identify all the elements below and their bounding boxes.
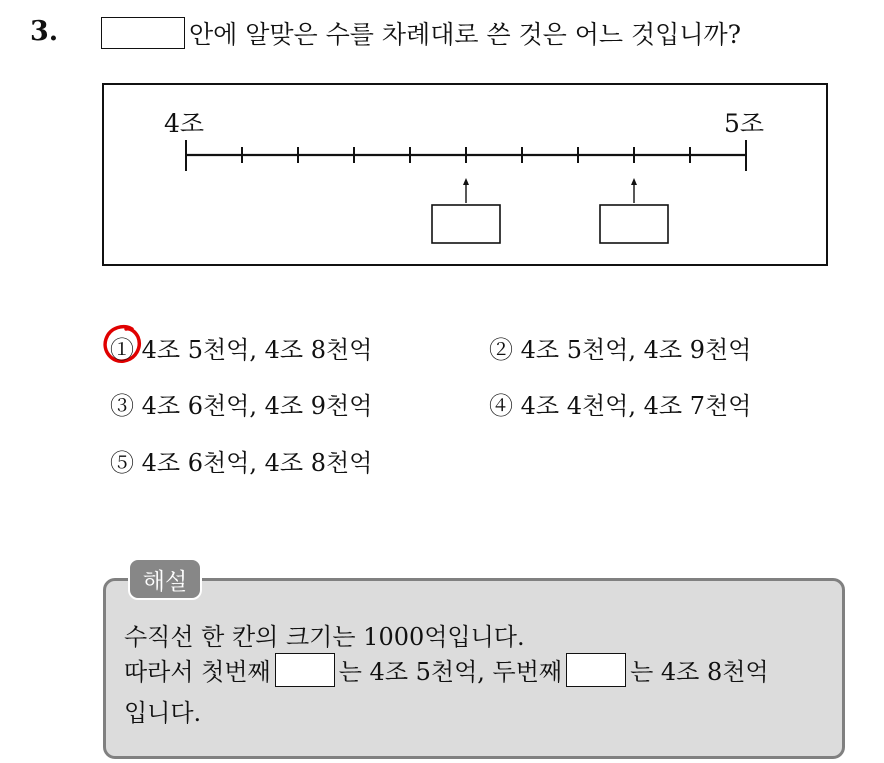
explanation-blank-1 [275, 653, 335, 687]
explanation-line-2 [124, 652, 769, 687]
choice-4[interactable] [489, 386, 751, 421]
explanation-blank-2 [566, 653, 626, 687]
number-line-figure [102, 83, 828, 266]
choice-5-marker: ⑤ [110, 449, 134, 477]
answer-blank [101, 17, 185, 49]
question-stem [101, 15, 741, 51]
explanation-line-2-part-3: 는 4조 8천억 [630, 658, 769, 686]
explanation-line-2-part-2: 는 4조 5천억, 두번째 [338, 658, 563, 686]
choice-4-text: 4조 4천억, 4조 7천억 [520, 392, 752, 420]
number-line-blank-2 [600, 205, 668, 243]
pointer-arrow-head [631, 178, 637, 185]
choice-5[interactable] [110, 443, 372, 478]
choice-3[interactable] [110, 386, 372, 421]
choice-3-text: 4조 6천억, 4조 9천억 [141, 392, 373, 420]
choice-5-text: 4조 6천억, 4조 8천억 [141, 449, 373, 477]
explanation-line-2-part-1: 따라서 첫번째 [124, 658, 271, 686]
number-line-blank-1 [432, 205, 500, 243]
choice-3-marker: ③ [110, 392, 134, 420]
explanation-line-3: 입니다. [124, 699, 202, 727]
choice-2-text: 4조 5천억, 4조 9천억 [520, 336, 752, 364]
choice-1-marker: ① [110, 336, 134, 364]
explanation-tag: 해설 [128, 558, 202, 600]
choice-4-marker: ④ [489, 392, 513, 420]
explanation-line-1: 수직선 한 칸의 크기는 1000억입니다. [124, 623, 525, 651]
end-label: 5조 [724, 109, 765, 138]
question-text: 안에 알맞은 수를 차례대로 쓴 것은 어느 것입니까? [189, 20, 742, 49]
number-line [104, 85, 830, 268]
question-number: 3. [30, 16, 59, 47]
choice-1[interactable] [110, 330, 372, 365]
choice-1-text: 4조 5천억, 4조 8천억 [141, 336, 373, 364]
start-label: 4조 [164, 109, 205, 138]
pointer-arrow-head [463, 178, 469, 185]
choice-2[interactable] [489, 330, 751, 365]
choice-2-marker: ② [489, 336, 513, 364]
